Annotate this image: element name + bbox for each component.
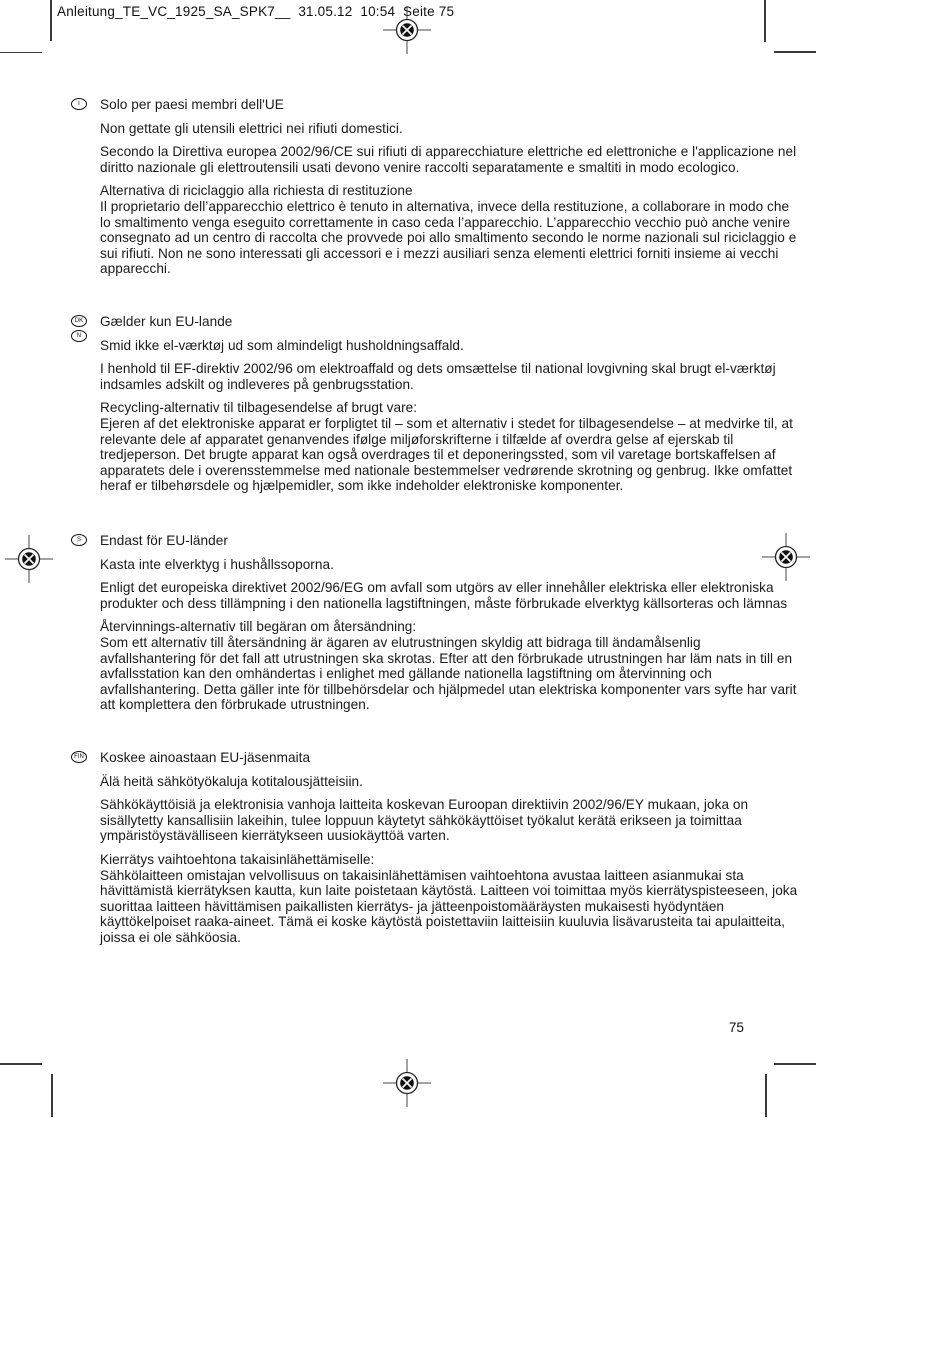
- country-badges: [71, 315, 87, 342]
- section-intro: Smid ikke el-værktøj ud som almindeligt husholdningsaffald.: [100, 337, 464, 353]
- section-intro: Älä heitä sähkötyökaluja kotitalousjätteisiin.: [100, 773, 363, 789]
- country-badges: [71, 534, 87, 546]
- country-badge-s-icon: S: [71, 534, 87, 546]
- section-swedish: [76, 533, 800, 721]
- country-badge-dk-icon: DK: [71, 315, 87, 327]
- section-body: Secondo la Direttiva europea 2002/96/CE sui rifiuti di apparecchiature elettriche ed elettroniche e l'applicazione nel diritto nazionale gli elettroutensili usati devono venire raccolti separatamente e smaltiti in modo ecologico.: [100, 144, 797, 175]
- section-finnish: [74, 750, 800, 954]
- country-badges: [71, 98, 87, 110]
- crop-mark: [0, 52, 42, 54]
- crop-mark: [774, 1063, 816, 1065]
- section-body: Sähkökäyttöisiä ja elektronisia vanhoja laitteita koskevan Euroopan direktiivin 2002/96/EY mukaan, joka on sisällytetty kansallisiin lakeihin, tulee loppuun käytetyt sähkökäyttöiset työkalut kerätä erikseen ja toimittaa ympäristöystävälliseen kierrätykseen uusiokäyttöä varten.: [100, 797, 749, 844]
- section-title: Solo per paesi membri dell'UE: [100, 97, 284, 112]
- crop-mark: [774, 51, 816, 53]
- crop-mark: [51, 1074, 53, 1117]
- country-badge-n-icon: N: [71, 330, 87, 342]
- country-badge-i-icon: I: [71, 98, 87, 110]
- section-alternative: [100, 619, 800, 713]
- registration-mark-icon: [383, 6, 431, 54]
- alternative-text: Som ett alternativ till återsändning är ägaren av elutrustningen skyldig att bidraga till ändamålsenlig avfallshantering för det fall att utrustningen ska skrotas. Efter att den förbrukade utrustningen har läm nats in till en avfallsstation kan den omhändertas i enlighet med gällande nationella lagstiftning om återvinning och avfallshantering. Detta gäller inte för tillbehörsdelar och hjälpmedel utan elektriska komponenter vars syfte har varit att komplettera den förbrukade utrustningen.: [100, 634, 797, 713]
- crop-mark: [50, 0, 52, 41]
- alternative-lead: Återvinnings-alternativ till begäran om återsändning:: [100, 619, 417, 635]
- section-title: Koskee ainoastaan EU-jäsenmaita: [100, 750, 311, 765]
- section-body: I henhold til EF-direktiv 2002/96 om elektroaffald og dets omsættelse til national lovgivning skal brugt el-værktøj indsamles adskilt og indleveres på genbrugsstation.: [100, 361, 776, 392]
- alternative-text: Ejeren af det elektroniske apparat er forpligtet til – som et alternativ i stedet for tilbagesendelse – at medvirke til, at relevante dele af apparatet genanvendes ifølge miljøforskrifterne i tilfælde af overdra gelse af ejerskab til tredjeperson. Det brugte apparat kan også overdrages til et deponeringssted, som vil varetage bortskaffelsen af apparatets dele i overensstemmelse med nationale bestemmelser vedrørende skrotning og genbrug. Ikke omfattet heraf er tilbehørsdele og hjælpemidler, som ikke indeholder elektroniske komponenter.: [100, 415, 793, 494]
- section-alternative: [100, 183, 800, 277]
- header-slug: Anleitung_TE_VC_1925_SA_SPK7__ 31.05.12 10:54 Seite 75: [57, 4, 455, 19]
- section-danish-norwegian: [74, 314, 800, 502]
- section-title: Gælder kun EU-lande: [100, 314, 233, 329]
- alternative-text: Sähkölaitteen omistajan velvollisuus on takaisinlähettämisen vaihtoehtona avustaa laitteen asianmukai sta hävittämistä kierrätyksen kautta, kun laite poistetaan käytöstä. Laitteen voi toimittaa myös kierrätyspisteeseen, joka suorittaa laitteen hävittämisen paikallisten kierrätys- ja jätteenpoistomääräysten mukaisesti hyödyntäen käyttökelpoiset raaka-aineet. Tämä ei koske käytöstä poistettaviin laitteisiin kuuluvia lisävarusteita tai apulaitteita, joissa ei ole sähköosia.: [100, 867, 798, 945]
- alternative-lead: Kierrätys vaihtoehtona takaisinlähettämiselle:: [100, 851, 375, 867]
- country-badge-fin-icon: FIN: [71, 751, 87, 763]
- country-badges: [71, 751, 87, 763]
- page-number: 75: [728, 1020, 744, 1035]
- crop-mark: [765, 1074, 767, 1117]
- section-body: Enligt det europeiska direktivet 2002/96/EG om avfall som utgörs av eller innehåller elektriska eller elektroniska produkter och dess tillämpning i den nationella lagstiftningen, måste förbrukade elverktyg källsorteras och lämnas: [100, 580, 788, 611]
- section-intro: Kasta inte elverktyg i hushållssoporna.: [100, 556, 334, 572]
- section-title: Endast för EU-länder: [100, 533, 228, 548]
- crop-mark: [764, 0, 766, 42]
- registration-mark-icon: [5, 535, 53, 583]
- section-intro: Non gettate gli utensili elettrici nei rifiuti domestici.: [100, 120, 403, 136]
- alternative-lead: Recycling-alternativ til tilbagesendelse af brugt vare:: [100, 400, 418, 416]
- section-italian: [78, 97, 800, 285]
- section-alternative: [100, 400, 800, 494]
- crop-mark: [0, 1063, 42, 1065]
- alternative-text: Il proprietario dell’apparecchio elettrico è tenuto in alternativa, invece della restituzione, a collaborare in modo che lo smaltimento venga eseguito correttamente in caso ceda l’apparecchio. L’apparecchio vecchio può anche venire consegnato ad un centro di raccolta che provvede poi allo smaltimento secondo le norme nazionali sul riciclaggio e sui rifiuti. Non ne sono interessati gli accessori e i mezzi ausiliari senza elementi elettrici forniti insieme ai vecchi apparecchi.: [100, 198, 797, 277]
- section-alternative: [100, 852, 800, 946]
- alternative-lead: Alternativa di riciclaggio alla richiesta di restituzione: [100, 183, 413, 199]
- registration-mark-icon: [383, 1059, 431, 1107]
